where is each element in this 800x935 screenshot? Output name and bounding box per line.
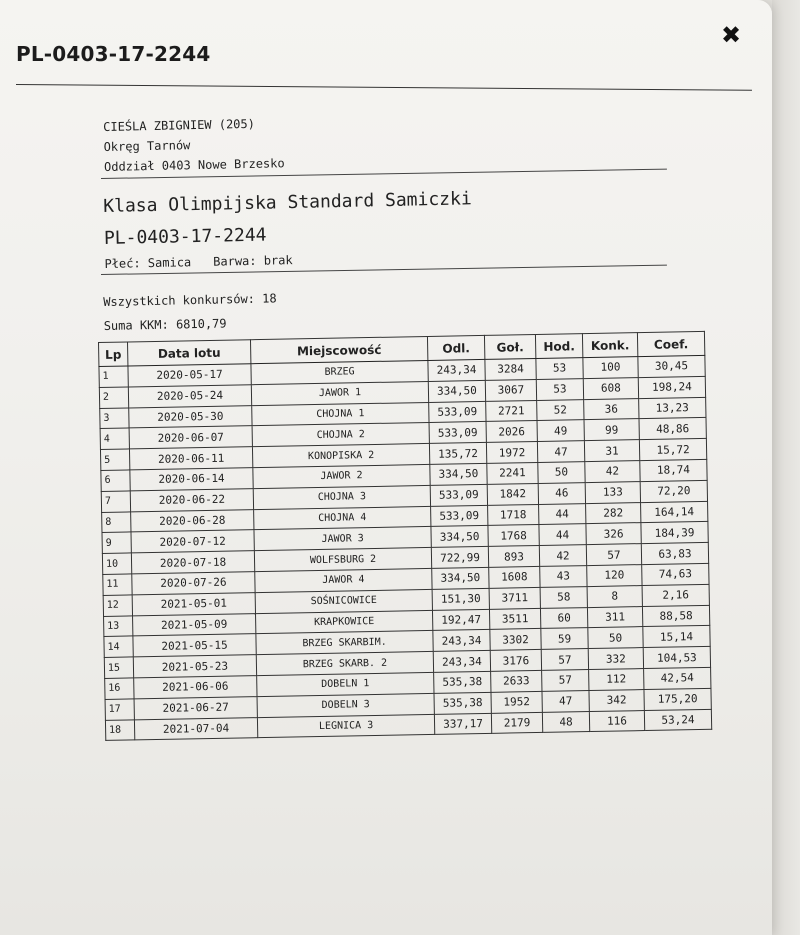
- cell-pigeons: 893: [488, 546, 539, 568]
- col-header-distance: Odl.: [427, 335, 484, 360]
- background-edge: [772, 0, 800, 935]
- cell-distance: 337,17: [434, 713, 491, 735]
- cell-lp: 3: [100, 408, 129, 429]
- cell-breeders: 53: [536, 358, 583, 380]
- cell-date: 2020-07-18: [131, 551, 254, 574]
- stats-info: [103, 286, 277, 338]
- cell-lp: 1: [99, 366, 128, 387]
- cell-rank: 112: [589, 669, 644, 691]
- cell-lp: 5: [100, 449, 129, 470]
- cell-coefficient: 63,83: [641, 543, 708, 565]
- cell-lp: 8: [102, 512, 131, 533]
- cell-distance: 535,38: [434, 692, 491, 714]
- cell-breeders: 57: [542, 670, 589, 692]
- cell-place: DOBELN 3: [257, 693, 434, 717]
- cell-rank: 326: [586, 523, 641, 545]
- cell-distance: 533,09: [430, 484, 487, 506]
- cell-place: CHOJNA 4: [254, 506, 431, 530]
- cell-date: 2020-06-28: [131, 509, 254, 532]
- cell-lp: 6: [101, 470, 130, 491]
- cell-pigeons: 2721: [486, 400, 537, 422]
- cell-distance: 135,72: [429, 443, 486, 465]
- cell-coefficient: 53,24: [644, 709, 711, 731]
- cell-coefficient: 48,86: [639, 418, 706, 440]
- results-table-wrapper: [98, 331, 712, 741]
- cell-pigeons: 3711: [489, 587, 540, 609]
- cell-place: BRZEG SKARBIM.: [256, 631, 433, 655]
- cell-distance: 243,34: [428, 359, 485, 381]
- cell-breeders: 48: [542, 711, 589, 733]
- cell-rank: 31: [584, 440, 639, 462]
- total-contests: Wszystkich konkursów: 18: [103, 291, 277, 309]
- pigeon-color: Barwa: brak: [213, 253, 293, 269]
- cell-place: BRZEG SKARB. 2: [256, 652, 433, 676]
- cell-lp: 13: [104, 615, 133, 636]
- cell-pigeons: 1952: [491, 691, 542, 713]
- col-header-lp: Lp: [99, 342, 128, 367]
- cell-lp: 16: [105, 678, 134, 699]
- cell-date: 2020-06-07: [129, 426, 252, 449]
- cell-distance: 243,34: [433, 630, 490, 652]
- cell-distance: 334,50: [431, 526, 488, 548]
- cell-place: CHOJNA 2: [252, 423, 429, 447]
- cell-rank: 8: [587, 585, 642, 607]
- cell-coefficient: 104,53: [643, 646, 710, 668]
- cell-breeders: 44: [539, 503, 586, 525]
- cell-place: JAWOR 3: [254, 527, 431, 551]
- cell-lp: 17: [105, 699, 134, 720]
- cell-coefficient: 198,24: [638, 376, 705, 398]
- cell-breeders: 46: [538, 482, 585, 504]
- cell-rank: 332: [588, 648, 643, 670]
- cell-coefficient: 175,20: [644, 688, 711, 710]
- cell-rank: 57: [586, 544, 641, 566]
- cell-breeders: 42: [539, 545, 586, 567]
- results-table: [98, 331, 712, 741]
- cell-coefficient: 74,63: [642, 563, 709, 585]
- cell-date: 2021-05-15: [133, 634, 256, 657]
- cell-lp: 9: [102, 532, 131, 553]
- cell-breeders: 53: [536, 378, 583, 400]
- owner-info: [103, 113, 285, 177]
- cell-distance: 334,50: [428, 380, 485, 402]
- cell-place: KRAPKOWICE: [255, 610, 432, 634]
- cell-lp: 18: [105, 719, 134, 740]
- cell-date: 2020-05-24: [128, 384, 251, 407]
- cell-lp: 11: [103, 574, 132, 595]
- cell-distance: 533,09: [429, 422, 486, 444]
- cell-coefficient: 164,14: [641, 501, 708, 523]
- col-header-breeders: Hod.: [535, 334, 582, 359]
- cell-place: JAWOR 1: [251, 381, 428, 405]
- cell-date: 2021-05-09: [133, 613, 256, 636]
- cell-coefficient: 42,54: [644, 667, 711, 689]
- cell-pigeons: 3511: [489, 608, 540, 630]
- cell-place: CHOJNA 3: [253, 485, 430, 509]
- cell-pigeons: 1608: [489, 566, 540, 588]
- cell-distance: 243,34: [433, 651, 490, 673]
- col-header-coefficient: Coef.: [637, 331, 704, 356]
- cell-distance: 722,99: [431, 547, 488, 569]
- cell-rank: 120: [587, 565, 642, 587]
- cell-coefficient: 13,23: [639, 397, 706, 419]
- cell-rank: 100: [583, 357, 638, 379]
- cell-coefficient: 30,45: [638, 355, 705, 377]
- cell-coefficient: 72,20: [640, 480, 707, 502]
- cell-date: 2021-06-27: [134, 696, 257, 719]
- modal-title: PL-0403-17-2244: [16, 42, 211, 66]
- cell-pigeons: 3302: [490, 629, 541, 651]
- cell-breeders: 43: [540, 566, 587, 588]
- cell-distance: 334,50: [430, 463, 487, 485]
- owner-name: CIEŚLA ZBIGNIEW (205): [103, 116, 256, 134]
- cell-rank: 116: [589, 710, 644, 732]
- cell-lp: 4: [100, 428, 129, 449]
- cell-lp: 15: [104, 657, 133, 678]
- cell-date: 2020-05-17: [128, 364, 251, 387]
- cell-lp: 2: [99, 387, 128, 408]
- cell-rank: 42: [585, 461, 640, 483]
- col-header-date: Data lotu: [128, 340, 251, 366]
- cell-date: 2021-05-01: [132, 592, 255, 615]
- cell-date: 2020-07-12: [131, 530, 254, 553]
- cell-breeders: 57: [541, 649, 588, 671]
- cell-place: LEGNICA 3: [257, 714, 434, 738]
- cell-date: 2020-06-14: [130, 468, 253, 491]
- cell-coefficient: 15,72: [639, 439, 706, 461]
- cell-breeders: 44: [539, 524, 586, 546]
- cell-place: KONOPISKA 2: [252, 444, 429, 468]
- cell-date: 2021-05-23: [133, 655, 256, 678]
- cell-distance: 334,50: [432, 567, 489, 589]
- cell-place: SOŚNICOWICE: [255, 589, 432, 613]
- cell-rank: 342: [589, 689, 644, 711]
- cell-breeders: 58: [540, 586, 587, 608]
- cell-place: WOLFSBURG 2: [254, 548, 431, 572]
- cell-place: JAWOR 2: [253, 464, 430, 488]
- cell-date: 2021-07-04: [134, 717, 257, 740]
- cell-pigeons: 2633: [491, 670, 542, 692]
- cell-pigeons: 2241: [487, 462, 538, 484]
- close-icon[interactable]: ✖: [720, 21, 742, 49]
- cell-lp: 14: [104, 636, 133, 657]
- cell-distance: 533,09: [429, 401, 486, 423]
- cell-pigeons: 1768: [488, 525, 539, 547]
- cell-place: JAWOR 4: [255, 568, 432, 592]
- cell-rank: 50: [588, 627, 643, 649]
- cell-breeders: 52: [537, 399, 584, 421]
- cell-distance: 192,47: [432, 609, 489, 631]
- owner-branch: Oddział 0403 Nowe Brzesko: [103, 156, 285, 174]
- cell-rank: 133: [585, 481, 640, 503]
- cell-breeders: 47: [537, 441, 584, 463]
- cell-pigeons: 2179: [491, 712, 542, 734]
- class-name: Klasa Olimpijska Standard Samiczki: [103, 188, 472, 217]
- cell-rank: 608: [583, 377, 638, 399]
- cell-pigeons: 1718: [488, 504, 539, 526]
- cell-coefficient: 88,58: [642, 605, 709, 627]
- cell-pigeons: 3284: [485, 358, 536, 380]
- owner-district: Okręg Tarnów: [103, 138, 191, 154]
- table-body: [99, 355, 712, 740]
- cell-pigeons: 3176: [490, 650, 541, 672]
- cell-place: CHOJNA 1: [252, 402, 429, 426]
- cell-date: 2020-07-26: [132, 572, 255, 595]
- cell-rank: 99: [584, 419, 639, 441]
- cell-coefficient: 2,16: [642, 584, 709, 606]
- cell-lp: 10: [102, 553, 131, 574]
- cell-lp: 12: [103, 595, 132, 616]
- cell-pigeons: 2026: [486, 421, 537, 443]
- cell-coefficient: 15,14: [643, 626, 710, 648]
- cell-rank: 282: [586, 502, 641, 524]
- col-header-place: Miejscowość: [250, 336, 427, 363]
- cell-breeders: 50: [538, 462, 585, 484]
- cell-lp: 7: [101, 491, 130, 512]
- cell-coefficient: 18,74: [640, 459, 707, 481]
- cell-date: 2021-06-06: [134, 676, 257, 699]
- cell-rank: 36: [584, 398, 639, 420]
- cell-date: 2020-05-30: [129, 405, 252, 428]
- cell-pigeons: 3067: [485, 379, 536, 401]
- pigeon-sex: Płeć: Samica: [104, 255, 192, 271]
- cell-rank: 311: [587, 606, 642, 628]
- col-header-pigeons: Goł.: [484, 334, 535, 359]
- cell-date: 2020-06-22: [130, 488, 253, 511]
- ring-number: PL-0403-17-2244: [103, 224, 267, 249]
- cell-distance: 533,09: [431, 505, 488, 527]
- cell-breeders: 59: [541, 628, 588, 650]
- cell-place: BRZEG: [251, 360, 428, 384]
- cell-breeders: 60: [540, 607, 587, 629]
- sum-kkm: Suma KKM: 6810,79: [103, 316, 227, 333]
- cell-pigeons: 1972: [486, 442, 537, 464]
- cell-coefficient: 184,39: [641, 522, 708, 544]
- cell-place: DOBELN 1: [257, 672, 434, 696]
- cell-distance: 151,30: [432, 588, 489, 610]
- cell-breeders: 47: [542, 690, 589, 712]
- cell-date: 2020-06-11: [129, 447, 252, 470]
- pigeon-info: [103, 184, 473, 272]
- cell-pigeons: 1842: [487, 483, 538, 505]
- cell-breeders: 49: [537, 420, 584, 442]
- col-header-rank: Konk.: [582, 333, 637, 358]
- cell-distance: 535,38: [434, 671, 491, 693]
